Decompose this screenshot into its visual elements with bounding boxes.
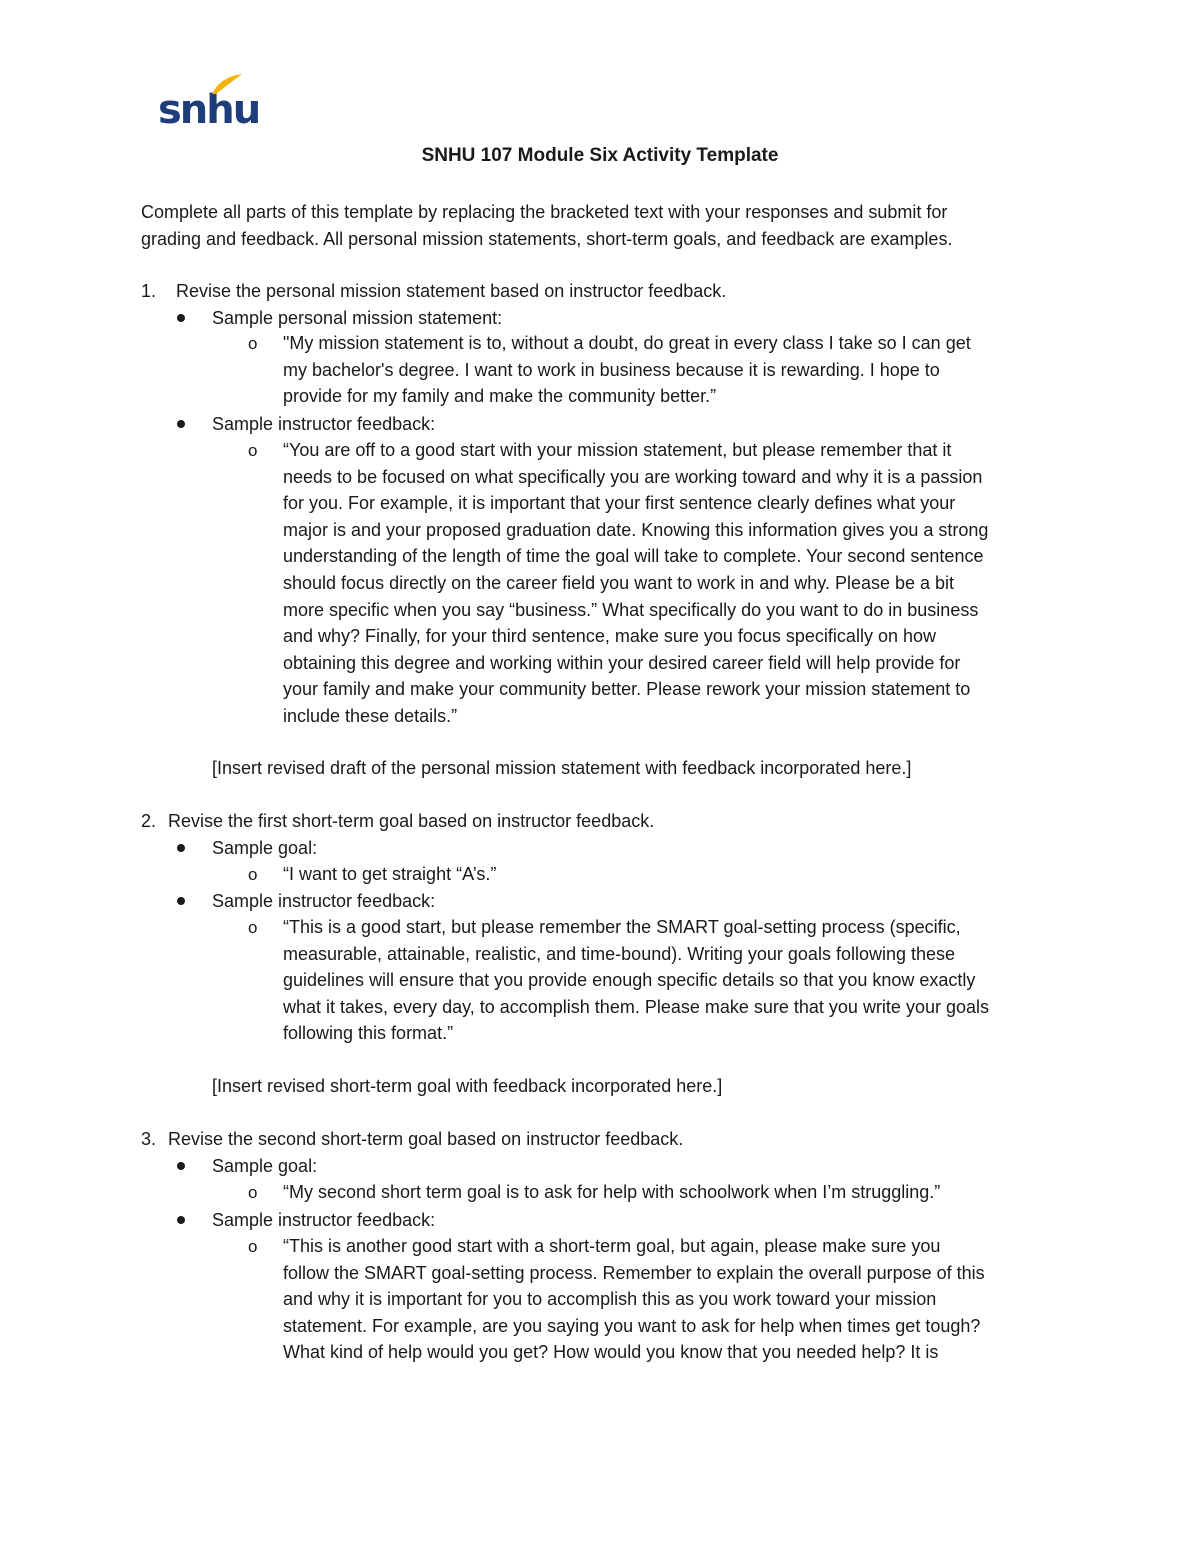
feedback-line: measurable, attainable, realistic, and time-bound). Writing your goals following these: [283, 943, 956, 964]
feedback-line: guidelines will ensure that you provide enough specific details so that you know exactly: [283, 970, 976, 991]
sample-label: Sample goal:: [212, 838, 318, 858]
feedback-line: and why? Finally, for your third sentence, make sure you focus specifically on how: [283, 626, 936, 647]
feedback-line: major is and your proposed graduation date. Knowing this information gives you a strong: [283, 519, 989, 540]
feedback-line: what it takes, every day, to accomplish them. Please make sure that you write your goals: [283, 996, 989, 1017]
insert-placeholder[interactable]: [Insert revised short-term goal with feedback incorporated here.]: [212, 1076, 723, 1096]
sub-marker: o: [248, 1237, 258, 1256]
instructor-feedback: [283, 914, 989, 1047]
feedback-label: Sample instructor feedback:: [212, 891, 436, 911]
feedback-line: statement. For example, are you saying you want to ask for help when times get tough?: [283, 1315, 981, 1336]
feedback-line: include these details.”: [283, 705, 458, 726]
bullet-marker: [177, 314, 185, 322]
logo-swoosh-icon: [210, 72, 244, 96]
feedback-line: for you. For example, it is important that your first sentence clearly defines what your: [283, 493, 956, 514]
intro-line: Complete all parts of this template by replacing the bracketed text with your responses and submit for: [141, 202, 948, 222]
sub-marker: o: [248, 334, 258, 353]
feedback-line: “You are off to a good start with your mission statement, but please remember that it: [283, 440, 952, 460]
instructor-feedback: [283, 437, 988, 730]
feedback-line: needs to be focused on what specifically you are working toward and why it is a passion: [283, 466, 983, 487]
sample-line: "My mission statement is to, without a doubt, do great in every class I take so I can get: [283, 333, 971, 353]
section-number: 3.: [141, 1129, 157, 1149]
logo-wordmark: snhu: [158, 87, 260, 133]
feedback-line: “This is another good start with a short-term goal, but again, please make sure you: [283, 1236, 941, 1256]
sample-line: my bachelor's degree. I want to work in business because it is rewarding. I hope to: [283, 359, 940, 380]
feedback-line: your family and make your community better. Please rework your mission statement to: [283, 679, 971, 700]
feedback-line: What kind of help would you get? How would you know that you needed help? It is: [283, 1342, 939, 1363]
bullet-marker: [177, 420, 185, 428]
bullet-marker: [177, 844, 185, 852]
sub-marker: o: [248, 918, 258, 937]
sample-line: “My second short term goal is to ask for help with schoolwork when I’m struggling.”: [283, 1182, 941, 1202]
sub-marker: o: [248, 441, 258, 460]
section-number: 2.: [141, 811, 157, 831]
bullet-marker: [177, 1162, 185, 1170]
insert-placeholder[interactable]: [Insert revised draft of the personal mission statement with feedback incorporated here.]: [212, 758, 912, 778]
section-heading: Revise the second short-term goal based on instructor feedback.: [168, 1129, 684, 1149]
feedback-line: understanding of the length of time the goal will take to complete. Your second sentence: [283, 546, 984, 567]
sample-label: Sample personal mission statement:: [212, 308, 503, 328]
sample-line: “I want to get straight “A’s.”: [283, 864, 497, 884]
bullet-marker: [177, 897, 185, 905]
section-number: 1.: [141, 281, 157, 301]
feedback-line: and why it is important for you to accomplish this as you work toward your mission: [283, 1289, 937, 1310]
feedback-line: obtaining this degree and working within your desired career field will help provide for: [283, 652, 961, 673]
bullet-marker: [177, 1216, 185, 1224]
feedback-label: Sample instructor feedback:: [212, 1210, 436, 1230]
feedback-line: following this format.”: [283, 1023, 454, 1044]
sub-marker: o: [248, 865, 258, 884]
feedback-line: more specific when you say “business.” What specifically do you want to do in business: [283, 599, 979, 620]
intro-paragraph: [141, 199, 952, 252]
instructor-feedback: [283, 1233, 985, 1366]
section-heading: Revise the first short-term goal based on instructor feedback.: [168, 811, 655, 831]
sample-line: provide for my family and make the community better.”: [283, 386, 717, 407]
sub-marker: o: [248, 1183, 258, 1202]
section-heading: Revise the personal mission statement based on instructor feedback.: [176, 281, 727, 301]
document-title: SNHU 107 Module Six Activity Template: [421, 145, 779, 166]
feedback-label: Sample instructor feedback:: [212, 414, 436, 434]
feedback-line: follow the SMART goal-setting process. Remember to explain the overall purpose of this: [283, 1262, 985, 1283]
feedback-line: should focus directly on the career field you want to work in and why. Please be a bit: [283, 572, 955, 593]
sample-statement: [283, 330, 971, 410]
feedback-line: “This is a good start, but please remember the SMART goal-setting process (specific,: [283, 917, 961, 937]
snhu-logo: [158, 72, 260, 134]
intro-line: grading and feedback. All personal mission statements, short-term goals, and feedback are examples.: [141, 228, 953, 249]
sample-label: Sample goal:: [212, 1156, 318, 1176]
